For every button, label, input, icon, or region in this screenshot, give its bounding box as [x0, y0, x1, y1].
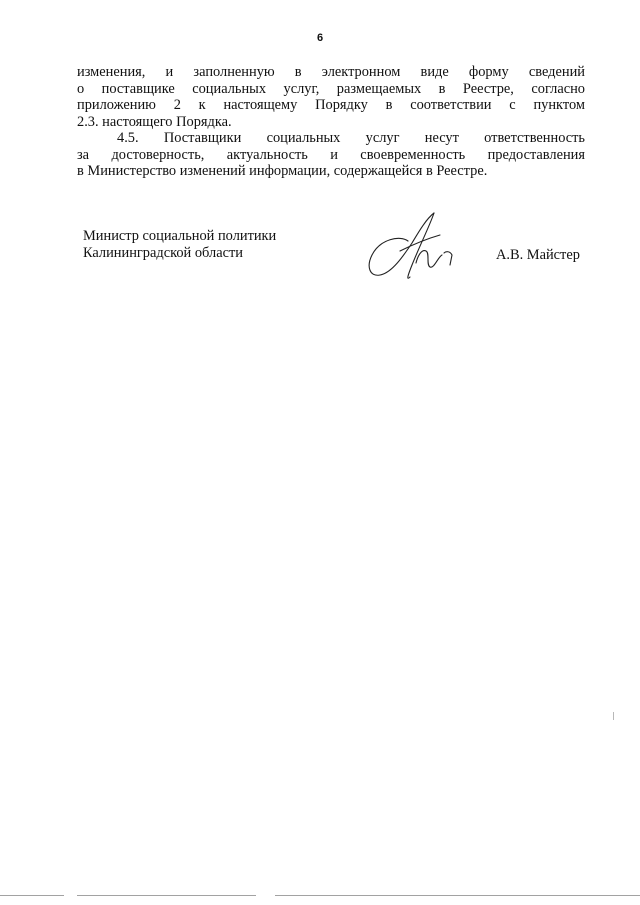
- signatory-region: Калининградской области: [83, 245, 243, 261]
- handwritten-signature: [360, 205, 460, 287]
- document-body: [77, 64, 585, 180]
- paragraph-line: приложению 2 к настоящему Порядку в соответствии с пунктом: [77, 97, 585, 113]
- scan-edge-line: [0, 895, 640, 896]
- signatory-position: Министр социальной политики: [83, 228, 277, 244]
- signatory-title: [83, 228, 276, 262]
- scan-artifact: [613, 712, 614, 720]
- paragraph-line: о поставщике социальных услуг, размещаемых в Реестре, согласно: [77, 80, 585, 97]
- paragraph-line: в Министерство изменений информации, содержащейся в Реестре.: [77, 163, 488, 179]
- paragraph-line: 2.3. настоящего Порядка.: [77, 113, 232, 130]
- paragraph-line: за достоверность, актуальность и своевременность предоставления: [77, 146, 585, 163]
- page-number: 6: [316, 32, 324, 44]
- paragraph-line: 4.5. Поставщики социальных услуг несут ответственность: [117, 130, 585, 146]
- paragraph-line: изменения, и заполненную в электронном виде форму сведений: [77, 64, 585, 80]
- signatory-name: А.В. Майстер: [496, 247, 580, 263]
